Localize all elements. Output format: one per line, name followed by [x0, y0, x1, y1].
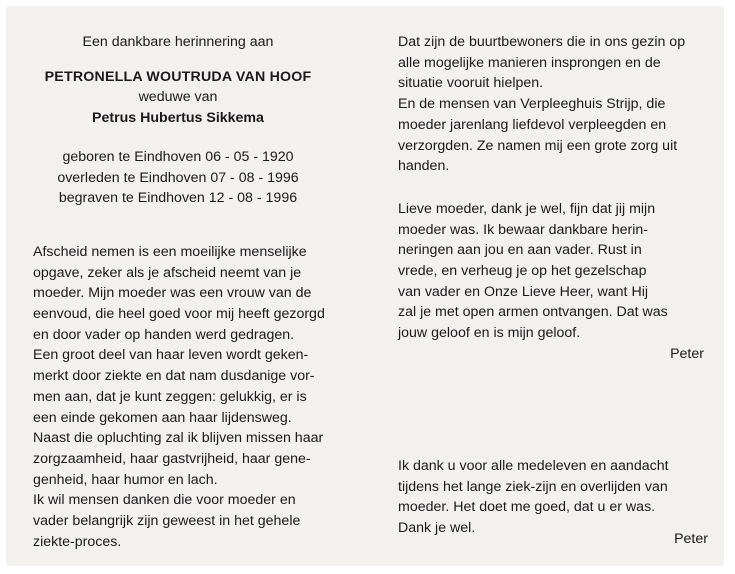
- text-line: zorgzaamheid, haar gastvrijheid, haar gene-: [33, 450, 311, 467]
- relation-line: weduwe van: [138, 89, 218, 106]
- mother-farewell-text: [398, 199, 708, 344]
- text-line: Naast die opluchting zal ik blijven missen haar: [33, 430, 324, 447]
- left-page: [33, 32, 353, 552]
- died-line: overleden te Eindhoven 07 - 08 - 1996: [57, 169, 299, 186]
- text-line: jouw geloof en is mijn geloof.: [398, 325, 581, 342]
- text-line: van vader en Onze Lieve Heer, want Hij: [398, 283, 648, 300]
- intro-line: Een dankbare herinnering aan: [82, 34, 274, 50]
- text-line: moeder. Mijn moeder was een vrouw van de: [33, 285, 312, 302]
- text-line: Ik wil mensen danken die voor moeder en: [33, 492, 296, 509]
- text-line: moeder was. Ik bewaar dankbare herin-: [398, 221, 648, 238]
- text-line: alle mogelijke manieren insprongen en de: [398, 54, 661, 71]
- text-line: en door vader op handen werd gedragen.: [33, 326, 295, 343]
- text-line: Afscheid nemen is een moeilijke menselijke: [33, 243, 307, 260]
- text-line: men aan, dat je kunt zeggen: gelukkig, er is: [33, 388, 307, 405]
- text-line: genheid, haar humor en lach.: [33, 471, 218, 488]
- text-line: Een groot deel van haar leven wordt geken-: [33, 347, 309, 364]
- text-line: Ik dank u voor alle medeleven en aandacht: [398, 458, 669, 474]
- text-line: vader belangrijk zijn geweest in het gehele: [33, 513, 301, 530]
- text-line: Dat zijn de buurtbewoners die in ons gezin op: [398, 34, 686, 50]
- signature-peter: Peter: [670, 345, 704, 362]
- signature-peter-2: Peter: [674, 531, 708, 547]
- spouse-name: Petrus Hubertus Sikkema: [92, 110, 264, 127]
- text-line: moeder. Het doet me goed, dat u er was.: [398, 499, 656, 516]
- text-line: een einde gekomen aan haar lijdensweg.: [33, 409, 292, 426]
- text-line: neringen aan jou en aan vader. Rust in: [398, 242, 642, 259]
- text-line: Dank je wel.: [398, 520, 476, 537]
- text-line: vrede, en verheug je op het gezelschap: [398, 263, 647, 280]
- text-line: handen.: [398, 158, 450, 175]
- thanks-neighbours-text: [398, 32, 708, 177]
- buried-line: begraven te Eindhoven 12 - 08 - 1996: [58, 190, 298, 207]
- text-line: opgave, zeker als je afscheid neemt van je: [33, 264, 302, 281]
- born-line: geboren te Eindhoven 06 - 05 - 1920: [62, 148, 294, 165]
- text-line: Lieve moeder, dank je wel, fijn dat jij mijn: [398, 200, 656, 217]
- text-line: tijdens het lange ziek-zijn en overlijden van: [398, 478, 668, 495]
- text-line: ziekte-proces.: [33, 533, 122, 550]
- text-line: merkt door ziekte en dat nam dusdanige vor-: [33, 368, 315, 385]
- text-line: situatie vooruit hielpen.: [398, 75, 544, 92]
- deceased-name: PETRONELLA WOUTRUDA VAN HOOF: [44, 68, 312, 85]
- text-line: En de mensen van Verpleeghuis Strijp, die: [398, 96, 666, 113]
- condolence-thanks-text: [398, 456, 708, 539]
- text-line: verzorgden. Ze namen mij een grote zorg uit: [398, 137, 678, 154]
- memorial-card: [6, 6, 724, 566]
- right-page: [398, 32, 708, 365]
- text-line: moeder jarenlang liefdevol verpleegden en: [398, 116, 667, 133]
- farewell-text: [33, 242, 353, 553]
- text-line: eenvoud, die heel goed voor mij heeft gezorgd: [33, 306, 325, 323]
- text-line: zal je met open armen ontvangen. Dat was: [398, 304, 668, 321]
